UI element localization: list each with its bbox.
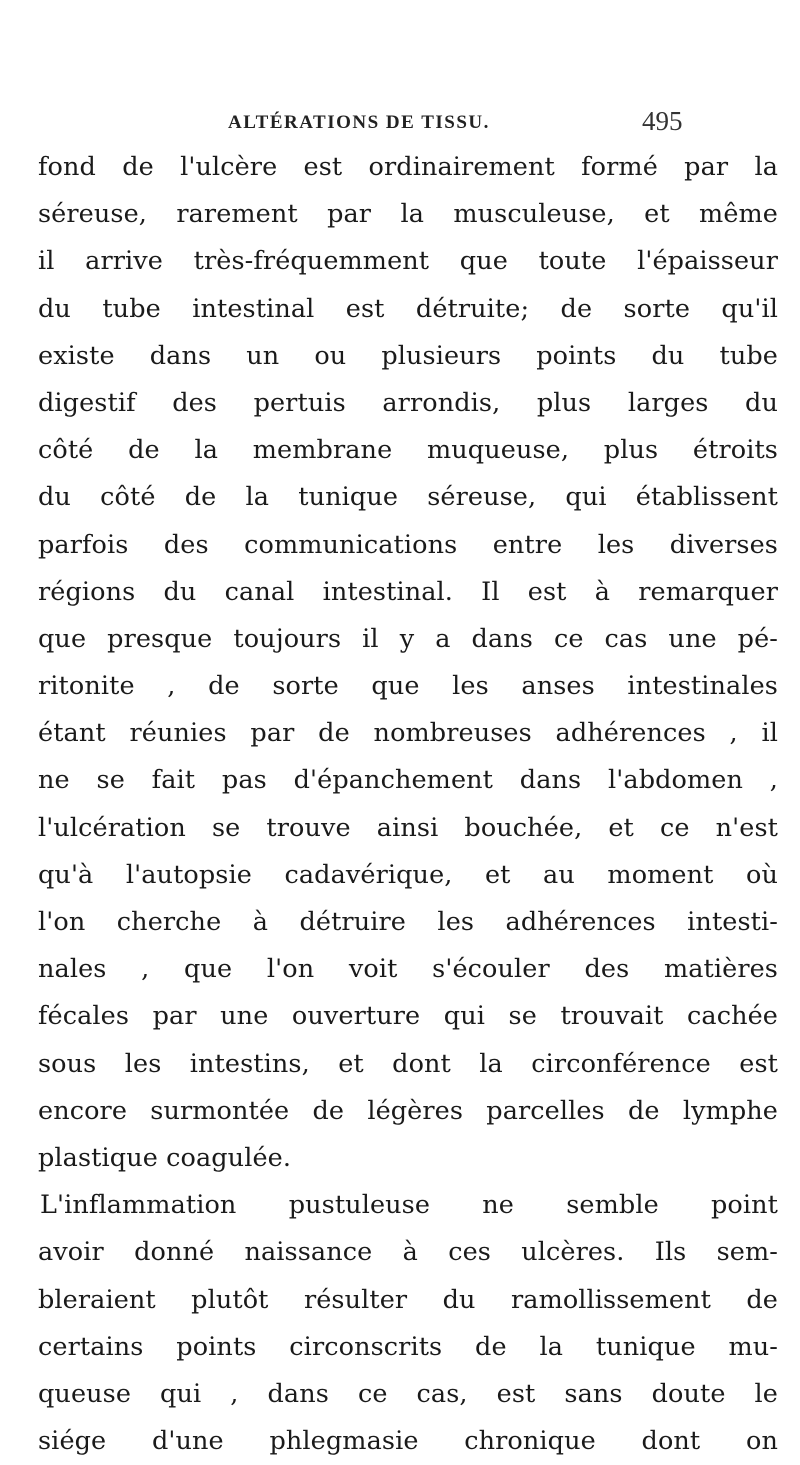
text-line: du tube intestinal est détruite; de sorte qu'il: [38, 293, 778, 324]
text-line: ritonite , de sorte que les anses intestinales: [38, 671, 778, 702]
page-number: 495: [642, 106, 683, 136]
text-line: encore surmontée de légères parcelles de lymphe: [38, 1095, 778, 1126]
text-line: ne se fait pas d'épanchement dans l'abdomen ,: [38, 765, 778, 796]
running-head: [228, 106, 760, 142]
text-line: fécales par une ouverture qui se trouvait cachée: [38, 1001, 778, 1032]
text-line: il arrive très-fréquemment que toute l'épaisseur: [38, 246, 778, 277]
text-line: certains points circonscrits de la tunique mu-: [38, 1331, 778, 1362]
text-line: qu'à l'autopsie cadavérique, et au moment où: [38, 859, 778, 890]
running-title: ALTÉRATIONS DE TISSU.: [228, 112, 490, 133]
text-line: existe dans un ou plusieurs points du tube: [38, 340, 778, 371]
text-line: avoir donné naissance à ces ulcères. Ils sem-: [38, 1237, 778, 1268]
text-line: régions du canal intestinal. Il est à remarquer: [38, 576, 778, 607]
text-line: queuse qui , dans ce cas, est sans doute le: [38, 1378, 778, 1409]
text-line: siége d'une phlegmasie chronique dont on: [38, 1426, 778, 1457]
text-line: bleraient plutôt résulter du ramollissement de: [38, 1284, 778, 1315]
text-line: digestif des pertuis arrondis, plus larges du: [38, 387, 778, 418]
text-line: fond de l'ulcère est ordinairement formé par la: [38, 152, 778, 182]
text-line: séreuse, rarement par la musculeuse, et même: [38, 199, 778, 230]
body-text: [38, 144, 778, 1465]
paragraph-end-line: plastique coagulée.: [38, 1142, 292, 1173]
text-line: côté de la membrane muqueuse, plus étroits: [38, 435, 778, 466]
text-line: parfois des communications entre les diverses: [38, 529, 778, 560]
text-line: étant réunies par de nombreuses adhérences , il: [38, 718, 778, 749]
text-line: du côté de la tunique séreuse, qui établissent: [38, 482, 778, 513]
text-line: sous les intestins, et dont la circonférence est: [38, 1048, 778, 1079]
paragraph-start-line: L'inflammation pustuleuse ne semble point: [40, 1190, 778, 1221]
text-line: l'ulcération se trouve ainsi bouchée, et ce n'est: [38, 812, 778, 843]
text-line: que presque toujours il y a dans ce cas une pé-: [38, 623, 778, 654]
text-line: l'on cherche à détruire les adhérences intesti-: [38, 907, 778, 937]
text-line: nales , que l'on voit s'écouler des matières: [38, 954, 778, 985]
